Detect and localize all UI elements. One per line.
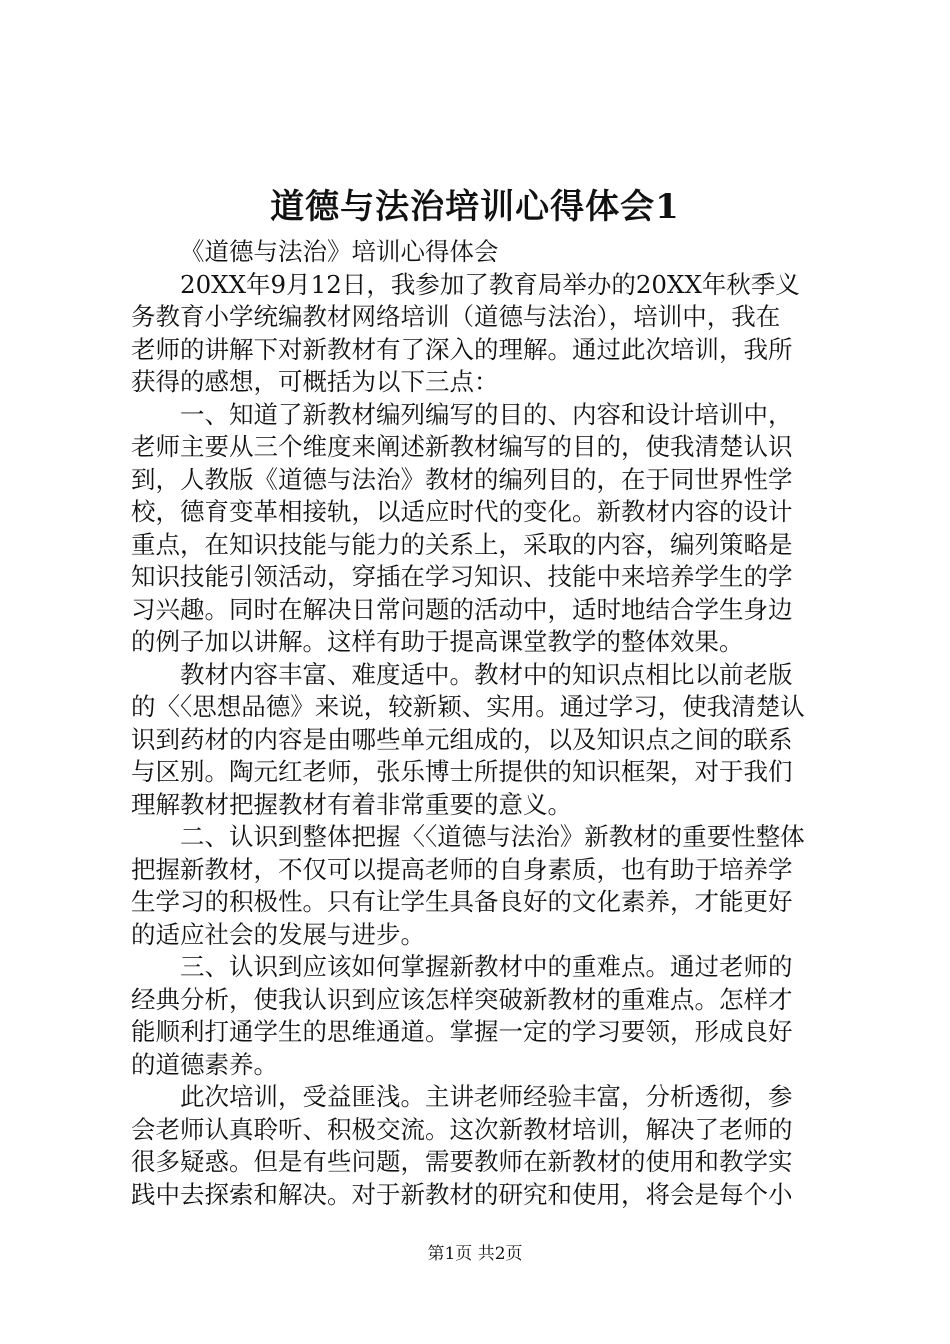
text-line: 的例子加以讲解。这样有助于提高课堂教学的整体效果。 xyxy=(131,627,744,656)
text-line: 三、认识到应该如何掌握新教材中的重难点。通过老师的 xyxy=(180,952,793,981)
text-line: 《道德与法治》培训心得体会 xyxy=(180,237,499,266)
text-line: 与区别。陶元红老师，张乐博士所提供的知识框架，对于我们 xyxy=(131,757,793,786)
text-line: 老师的讲解下对新教材有了深入的理解。通过此次培训，我所 xyxy=(131,334,793,364)
text-line: 理解教材把握教材有着非常重要的意义。 xyxy=(131,789,572,819)
text-line: 二、认识到整体把握〈〈道德与法治》新教材的重要性整体 xyxy=(180,822,805,851)
page-footer: 第1页 共2页 xyxy=(427,1244,523,1264)
text-line: 的道德素养。 xyxy=(131,1049,278,1079)
text-line: 务教育小学统编教材网络培训（道德与法治），培训中，我在 xyxy=(131,302,781,331)
text-line: 践中去探索和解决。对于新教材的研究和使用，将会是每个小 xyxy=(131,1179,793,1209)
document-title: 道德与法治培训心得体会1 xyxy=(270,187,680,227)
text-line: 老师主要从三个维度来阐述新教材编写的目的，使我清楚认识 xyxy=(131,432,793,461)
text-line: 会老师认真聆听、积极交流。这次新教材培训，解决了老师的 xyxy=(131,1114,793,1144)
text-line: 获得的感想，可概括为以下三点： xyxy=(131,367,499,396)
text-line: 一、知道了新教材编列编写的目的、内容和设计培训中， xyxy=(180,399,793,429)
text-line: 重点，在知识技能与能力的关系上，采取的内容，编列策略是 xyxy=(131,529,793,559)
text-line: 的〈〈思想品德》来说，较新颖、实用。通过学习，使我清楚认 xyxy=(131,692,805,721)
text-line: 知识技能引领活动，穿插在学习知识、技能中来培养学生的学 xyxy=(131,562,793,591)
text-line: 到，人教版《道德与法治》教材的编列目的，在于同世界性学 xyxy=(131,464,793,494)
text-line: 把握新教材，不仅可以提高老师的自身素质，也有助于培养学 xyxy=(131,854,793,884)
text-line: 能顺利打通学生的思维通道。掌握一定的学习要领，形成良好 xyxy=(131,1017,793,1046)
text-line: 习兴趣。同时在解决日常问题的活动中，适时地结合学生身边 xyxy=(131,594,793,624)
text-line: 生学习的积极性。只有让学生具备良好的文化素养，才能更好 xyxy=(131,887,793,916)
text-line: 识到药材的内容是由哪些单元组成的，以及知识点之间的联系 xyxy=(131,724,793,754)
text-line: 20XX年9月12日，我参加了教育局举办的20XX年秋季义 xyxy=(180,269,800,299)
document-body xyxy=(131,236,831,1211)
text-line: 经典分析，使我认识到应该怎样突破新教材的重难点。怎样才 xyxy=(131,984,793,1014)
text-line: 校，德育变革相接轨，以适应时代的变化。新教材内容的设计 xyxy=(131,497,793,526)
text-line: 教材内容丰富、难度适中。教材中的知识点相比以前老版 xyxy=(180,659,793,689)
text-line: 很多疑惑。但是有些问题，需要教师在新教材的使用和教学实 xyxy=(131,1147,793,1176)
text-line: 的适应社会的发展与进步。 xyxy=(131,919,425,949)
text-line: 此次培训，受益匪浅。主讲老师经验丰富，分析透彻，参 xyxy=(180,1082,793,1111)
